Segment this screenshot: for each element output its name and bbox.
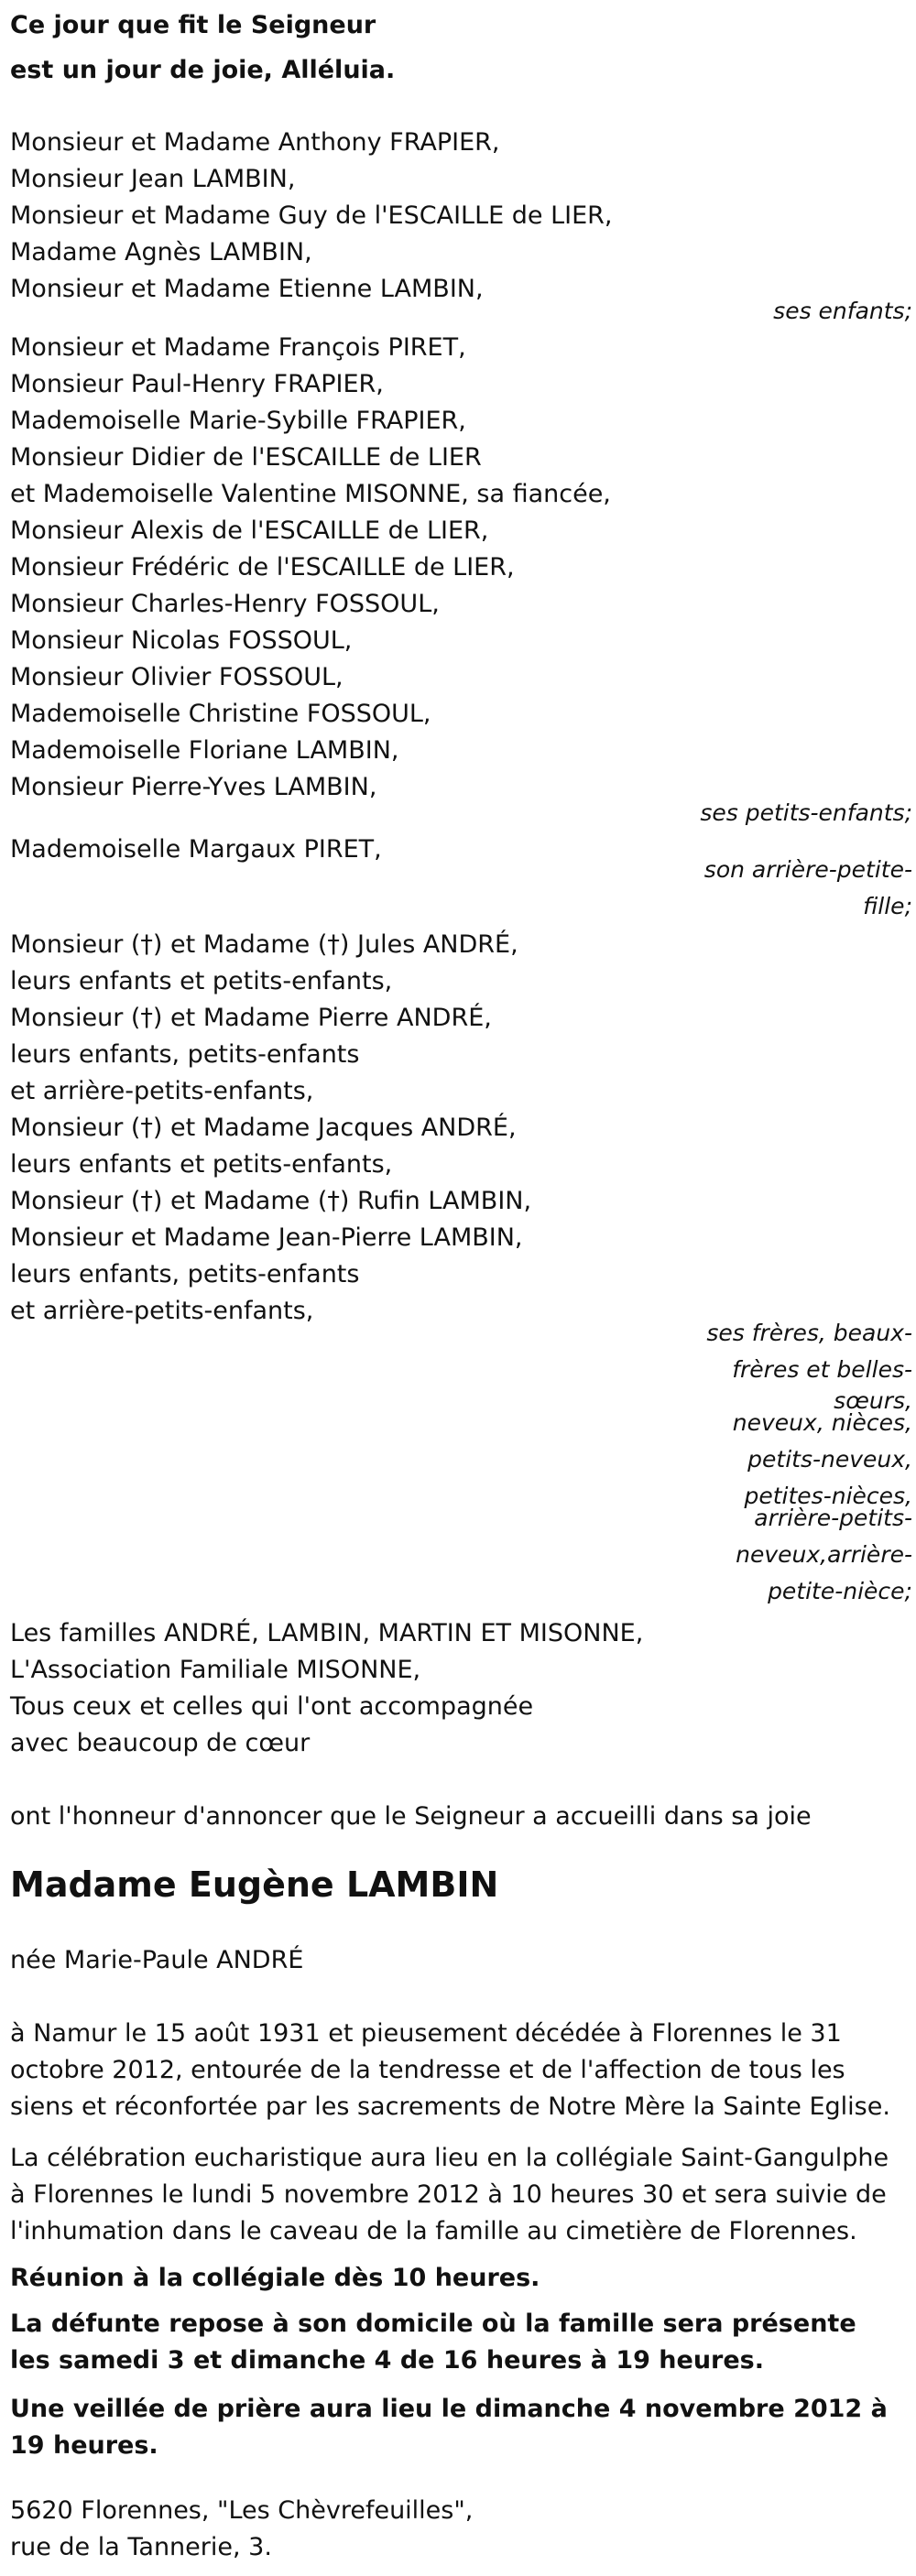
maiden-name: née Marie-Paule ANDRÉ — [10, 1946, 304, 1974]
family-line: avec beaucoup de cœur — [10, 1729, 311, 1757]
family-member: Monsieur (†) et Madame (†) Rufin LAMBIN, — [10, 1187, 532, 1215]
verse-line-2: est un jour de joie, Alléluia. — [10, 56, 396, 84]
family-member: Monsieur Didier de l'ESCAILLE de LIER — [10, 443, 482, 472]
family-member: leurs enfants et petits-enfants, — [10, 1150, 393, 1179]
role-label: ses petits-enfants; — [700, 799, 912, 826]
obituary-page — [10, 0, 912, 2576]
family-member: Monsieur Olivier FOSSOUL, — [10, 663, 344, 691]
role-label: arrière-petits- — [754, 1505, 912, 1531]
role-label: sœurs, — [834, 1387, 912, 1414]
role-label: petites-nièces, — [744, 1483, 912, 1509]
role-label: son arrière-petite- — [703, 856, 912, 883]
address-line: 5620 Florennes, "Les Chèvrefeuilles", — [10, 2496, 474, 2525]
family-member: Monsieur et Madame Guy de l'ESCAILLE de LIER, — [10, 201, 613, 230]
deceased-name: Madame Eugène LAMBIN — [10, 1864, 499, 1905]
vigil-notice: Une veillée de prière aura lieu le dimanche 4 novembre 2012 à 19 heures. — [10, 2395, 888, 2460]
family-member: leurs enfants et petits-enfants, — [10, 967, 393, 995]
address-line: rue de la Tannerie, 3. — [10, 2533, 272, 2561]
verse-line-1: Ce jour que fit le Seigneur — [10, 11, 376, 39]
family-member: Monsieur Paul-Henry FRAPIER, — [10, 370, 384, 398]
ceremony-paragraph: La célébration eucharistique aura lieu en la collégiale Saint-Gangulphe à Florennes le lundi 5 novembre 2012 à 10 heures 30 et sera suivie de l'inhumation dans le caveau de la famille au cimetière de Florennes. — [10, 2144, 889, 2245]
family-member: Mademoiselle Christine FOSSOUL, — [10, 700, 431, 728]
birth-death-paragraph: à Namur le 15 août 1931 et pieusement décédée à Florennes le 31 octobre 2012, entourée de la tendresse et de l'affection de tous les siens et réconfortée par les sacrements de Notre Mère la Sainte Eglise. — [10, 2019, 890, 2121]
family-member: Monsieur et Madame Jean-Pierre LAMBIN, — [10, 1223, 523, 1252]
family-member: leurs enfants, petits-enfants — [10, 1260, 360, 1288]
family-line: Tous ceux et celles qui l'ont accompagnée — [10, 1692, 534, 1721]
family-member: et Mademoiselle Valentine MISONNE, sa fiancée, — [10, 480, 611, 508]
role-label: fille; — [863, 893, 912, 919]
family-member: leurs enfants, petits-enfants — [10, 1040, 360, 1069]
family-member: Monsieur (†) et Madame Pierre ANDRÉ, — [10, 1004, 492, 1032]
family-member: et arrière-petits-enfants, — [10, 1297, 314, 1325]
role-label: frères et belles- — [732, 1356, 912, 1383]
family-line: L'Association Familiale MISONNE, — [10, 1656, 421, 1684]
announcement-text: ont l'honneur d'annoncer que le Seigneur a accueilli dans sa joie — [10, 1802, 812, 1831]
family-member: Monsieur et Madame Anthony FRAPIER, — [10, 128, 500, 157]
family-member: Monsieur et Madame Etienne LAMBIN, — [10, 275, 484, 303]
family-member: Mademoiselle Floriane LAMBIN, — [10, 736, 399, 765]
family-member: Monsieur et Madame François PIRET, — [10, 333, 466, 362]
family-member: Monsieur Nicolas FOSSOUL, — [10, 626, 353, 655]
role-label: petits-neveux, — [747, 1446, 912, 1473]
family-member: Monsieur (†) et Madame Jacques ANDRÉ, — [10, 1114, 517, 1142]
family-member: et arrière-petits-enfants, — [10, 1077, 314, 1105]
family-line: Les familles ANDRÉ, LAMBIN, MARTIN ET MISONNE, — [10, 1619, 644, 1647]
role-label: petite-nièce; — [768, 1578, 912, 1604]
family-member: Mademoiselle Margaux PIRET, — [10, 835, 382, 864]
family-member: Monsieur (†) et Madame (†) Jules ANDRÉ, — [10, 930, 518, 959]
family-member: Mademoiselle Marie-Sybille FRAPIER, — [10, 407, 466, 435]
role-label: ses frères, beaux- — [706, 1320, 912, 1346]
role-label: ses enfants; — [773, 298, 912, 324]
family-member: Monsieur Alexis de l'ESCAILLE de LIER, — [10, 516, 489, 545]
family-member: Madame Agnès LAMBIN, — [10, 238, 312, 266]
repose-notice: La défunte repose à son domicile où la famille sera présente les samedi 3 et dimanche 4 de 16 heures à 19 heures. — [10, 2310, 856, 2375]
family-member: Monsieur Pierre-Yves LAMBIN, — [10, 773, 377, 801]
family-member: Monsieur Charles-Henry FOSSOUL, — [10, 590, 440, 618]
role-label: neveux,arrière- — [736, 1541, 912, 1568]
family-member: Monsieur Jean LAMBIN, — [10, 165, 296, 193]
reunion-notice: Réunion à la collégiale dès 10 heures. — [10, 2264, 540, 2292]
family-member: Monsieur Frédéric de l'ESCAILLE de LIER, — [10, 553, 515, 582]
role-label: neveux, nièces, — [732, 1409, 912, 1436]
